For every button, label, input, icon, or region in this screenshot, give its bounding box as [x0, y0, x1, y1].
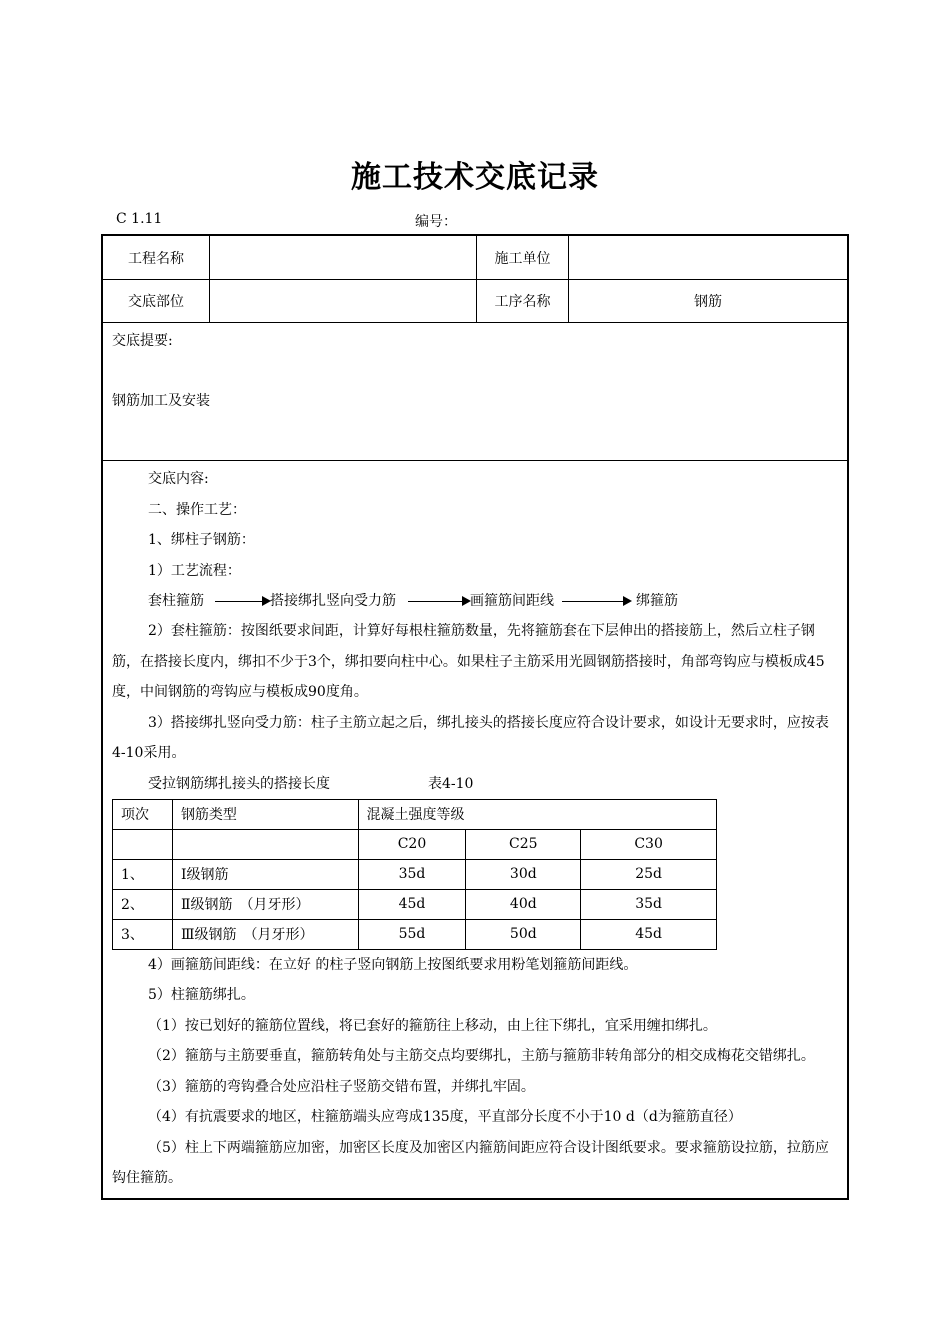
paragraph-5-4: （4）有抗震要求的地区，柱箍筋端头应弯成135度，平直部分长度不小于10 d（d为箍筋直径）: [148, 1109, 742, 1125]
grade-c25: C25: [466, 829, 581, 859]
paragraph-5-5: （5）柱上下两端箍筋应加密，加密区长度及加密区内箍筋间距应符合设计图纸要求。要求箍筋设拉筋，拉筋应钩住箍筋。: [112, 1139, 829, 1186]
row-no: 3、: [113, 919, 173, 949]
grade-c30: C30: [581, 829, 717, 859]
flow-step-4: 绑箍筋: [636, 593, 678, 609]
content-section: [112, 462, 840, 1194]
process-label: 工序名称: [477, 279, 569, 322]
grade-c20: C20: [358, 829, 466, 859]
serial-number-label: 编号：: [415, 214, 457, 230]
flow-step-1: 套柱箍筋: [148, 593, 204, 609]
item-1-heading: 1、绑柱子钢筋：: [148, 532, 255, 548]
summary-section: [103, 322, 847, 461]
summary-label: 交底提要:: [112, 333, 173, 349]
row-value: 40d: [466, 889, 581, 919]
table-caption: 受拉钢筋绑扎接头的搭接长度: [148, 775, 330, 792]
empty-cell: [113, 829, 173, 859]
project-name-label: 工程名称: [103, 236, 210, 279]
flow-arrow-icon: [408, 601, 469, 602]
record-form: [101, 234, 849, 1200]
summary-text: 钢筋加工及安装: [112, 393, 210, 409]
project-name-field[interactable]: [210, 236, 477, 279]
paragraph-4: 4）画箍筋间距线：在立好 的柱子竖向钢筋上按图纸要求用粉笔划箍筋间距线。: [148, 956, 638, 973]
row-value: 45d: [358, 889, 466, 919]
row-value: 30d: [466, 859, 581, 889]
form-code: C 1.11: [116, 211, 163, 227]
row-type: Ⅰ级钢筋: [172, 859, 358, 889]
row-value: 35d: [581, 889, 717, 919]
empty-cell: [172, 829, 358, 859]
row-no: 1、: [113, 859, 173, 889]
paragraph-3: 3）搭接绑扎竖向受力筋：柱子主筋立起之后，绑扎接头的搭接长度应符合设计要求，如设计无要求时，应按表4-10采用。: [112, 714, 829, 761]
process-field[interactable]: 钢筋: [694, 293, 722, 310]
item-1-1-heading: 1）工艺流程：: [148, 562, 241, 579]
header-grade: 混凝土强度等级: [358, 799, 716, 829]
paragraph-5-1: （1）按已划好的箍筋位置线，将已套好的箍筋往上移动，由上往下绑扎，宜采用缠扣绑扎。: [148, 1017, 717, 1034]
builder-field[interactable]: [569, 236, 847, 279]
row-value: 50d: [466, 919, 581, 949]
paragraph-2: 2）套柱箍筋：按图纸要求间距，计算好每根柱箍筋数量，先将箍筋套在下层伸出的搭接筋上，然后立柱子钢筋，在搭接长度内，绑扣不少于3个，绑扣要向柱中心。如果柱子主筋采用光圆钢筋搭接时，角部弯钩应与模板成45度，中间钢筋的弯钩应与模板成90度角。: [112, 623, 825, 700]
table-number: 表4-10: [428, 775, 474, 792]
paragraph-5: 5）柱箍筋绑扎。: [148, 987, 255, 1003]
paragraph-5-3: （3）箍筋的弯钩叠合处应沿柱子竖筋交错布置，并绑扎牢固。: [148, 1078, 535, 1095]
header-item: 项次: [113, 799, 173, 829]
row-value: 55d: [358, 919, 466, 949]
row-value: 25d: [581, 859, 717, 889]
process-flow: [112, 586, 840, 616]
lap-length-table: [112, 799, 717, 950]
row-type: Ⅱ级钢筋 （月牙形）: [172, 889, 358, 919]
table-row: [113, 889, 717, 919]
document-title: 施工技术交底记录: [351, 160, 599, 195]
flow-step-2: 搭接绑扎竖向受力筋: [270, 593, 396, 609]
row-type: Ⅲ级钢筋 （月牙形）: [172, 919, 358, 949]
header-row-2: [103, 279, 847, 323]
table-row: [113, 859, 717, 889]
row-value: 35d: [358, 859, 466, 889]
content-heading: 交底内容:: [148, 471, 209, 487]
part-label: 交底部位: [103, 279, 210, 322]
flow-arrow-icon: [562, 601, 630, 602]
section-heading: 二、操作工艺：: [148, 501, 246, 518]
flow-arrow-icon: [215, 601, 269, 602]
table-row: [113, 919, 717, 949]
paragraph-5-2: （2）箍筋与主筋要垂直，箍筋转角处与主筋交点均要绑扎，主筋与箍筋非转角部分的相交成梅花交错绑扎。: [148, 1048, 815, 1064]
header-type: 钢筋类型: [172, 799, 358, 829]
header-row-1: [103, 236, 847, 280]
row-value: 45d: [581, 919, 717, 949]
table-grade-row: [113, 829, 717, 859]
flow-step-3: 画箍筋间距线: [470, 593, 554, 609]
table-caption-row: [112, 769, 840, 799]
table-header-row: [113, 799, 717, 829]
row-no: 2、: [113, 889, 173, 919]
builder-label: 施工单位: [477, 236, 569, 279]
part-field[interactable]: [210, 279, 477, 322]
